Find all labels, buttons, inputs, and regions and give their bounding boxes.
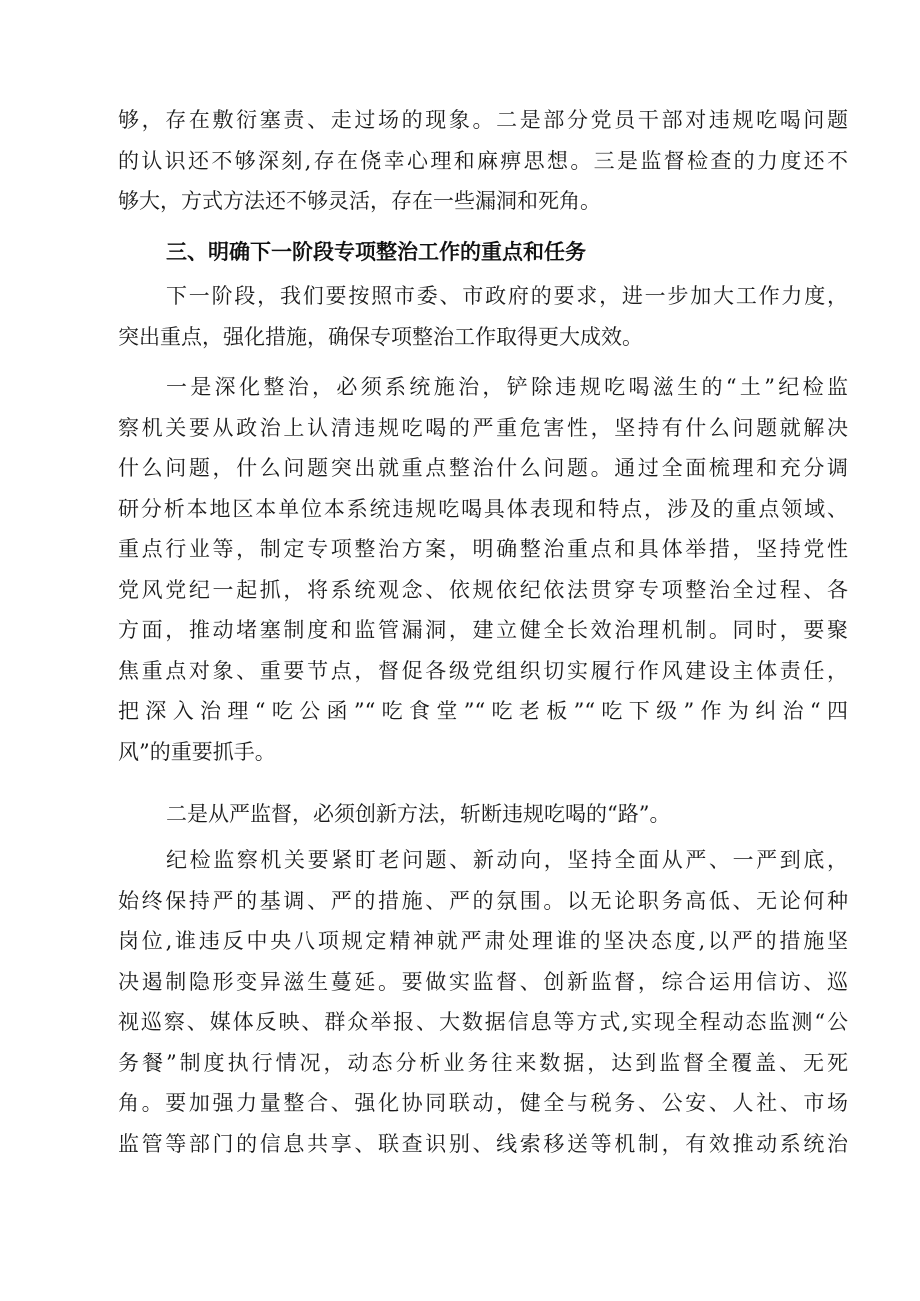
paragraph-strict-supervision xyxy=(118,794,848,835)
text-line: 察机关要从政治上认清违规吃喝的严重危害性，坚持有什么问题就解决 xyxy=(118,415,848,440)
text-line: 监管等部门的信息共享、联查识别、线索移送等机制，有效推动系统治 xyxy=(118,1131,848,1156)
text-line: 始终保持严的基调、严的措施、严的氛围。以无论职务高低、无论何种 xyxy=(118,888,848,913)
paragraph-deepen-rectification xyxy=(118,367,848,772)
text-line: 下一阶段，我们要按照市委、市政府的要求，进一步加大工作力度， xyxy=(166,284,848,308)
text-line: 把深入治理“吃公函”“吃食堂”“吃老板”“吃下级”作为纠治“四 xyxy=(118,699,848,723)
text-line: 岗位,谁违反中央八项规定精神就严肃处理谁的坚决态度,以严的措施坚 xyxy=(118,929,848,953)
text-line: 角。要加强力量整合、强化协同联动，健全与税务、公安、人社、市场 xyxy=(118,1091,848,1115)
section-heading: 三、明确下一阶段专项整治工作的重点和任务 xyxy=(166,240,586,264)
text-line: 风”的重要抓手。 xyxy=(118,739,276,764)
text-line: 方面，推动堵塞制度和监管漏洞，建立健全长效治理机制。同时，要聚 xyxy=(118,618,848,642)
text-line: 突出重点，强化措施，确保专项整治工作取得更大成效。 xyxy=(118,324,643,349)
text-line: 研分析本地区本单位本系统违规吃喝具体表现和特点，涉及的重点领域、 xyxy=(118,496,848,521)
text-line: 的认识还不够深刻,存在侥幸心理和麻痹思想。三是监督检查的力度还不 xyxy=(118,148,848,173)
text-line: 什么问题，什么问题突出就重点整治什么问题。通过全面梳理和充分调 xyxy=(118,456,848,480)
paragraph-discipline-inspection xyxy=(118,840,848,1164)
text-line: 视巡察、媒体反映、群众举报、大数据信息等方式,实现全程动态监测“公 xyxy=(118,1010,848,1034)
text-line: 够，存在敷衍塞责、走过场的现象。二是部分党员干部对违规吃喝问题 xyxy=(118,108,848,132)
paragraph-next-stage xyxy=(118,276,848,357)
text-line: 重点行业等，制定专项整治方案，明确整治重点和具体举措，坚持党性 xyxy=(118,537,848,561)
text-line: 焦重点对象、重要节点，督促各级党组织切实履行作风建设主体责任， xyxy=(118,658,848,683)
text-line: 党风党纪一起抓，将系统观念、依规依纪依法贯穿专项整治全过程、各 xyxy=(118,577,848,602)
text-line: 务餐”制度执行情况，动态分析业务往来数据，达到监督全覆盖、无死 xyxy=(118,1050,848,1075)
text-line: 决遏制隐形变异滋生蔓延。要做实监督、创新监督，综合运用信访、巡 xyxy=(118,969,848,994)
paragraph-continuation xyxy=(118,100,848,222)
text-line: 够大，方式方法还不够灵活，存在一些漏洞和死角。 xyxy=(118,189,601,213)
text-line: 二是从严监督，必须创新方法，斩断违规吃喝的“路”。 xyxy=(166,802,671,826)
text-line: 纪检监察机关要紧盯老问题、新动向，坚持全面从严、一严到底， xyxy=(166,848,848,872)
text-line: 一是深化整治，必须系统施治，铲除违规吃喝滋生的“土”纪检监 xyxy=(166,375,848,399)
